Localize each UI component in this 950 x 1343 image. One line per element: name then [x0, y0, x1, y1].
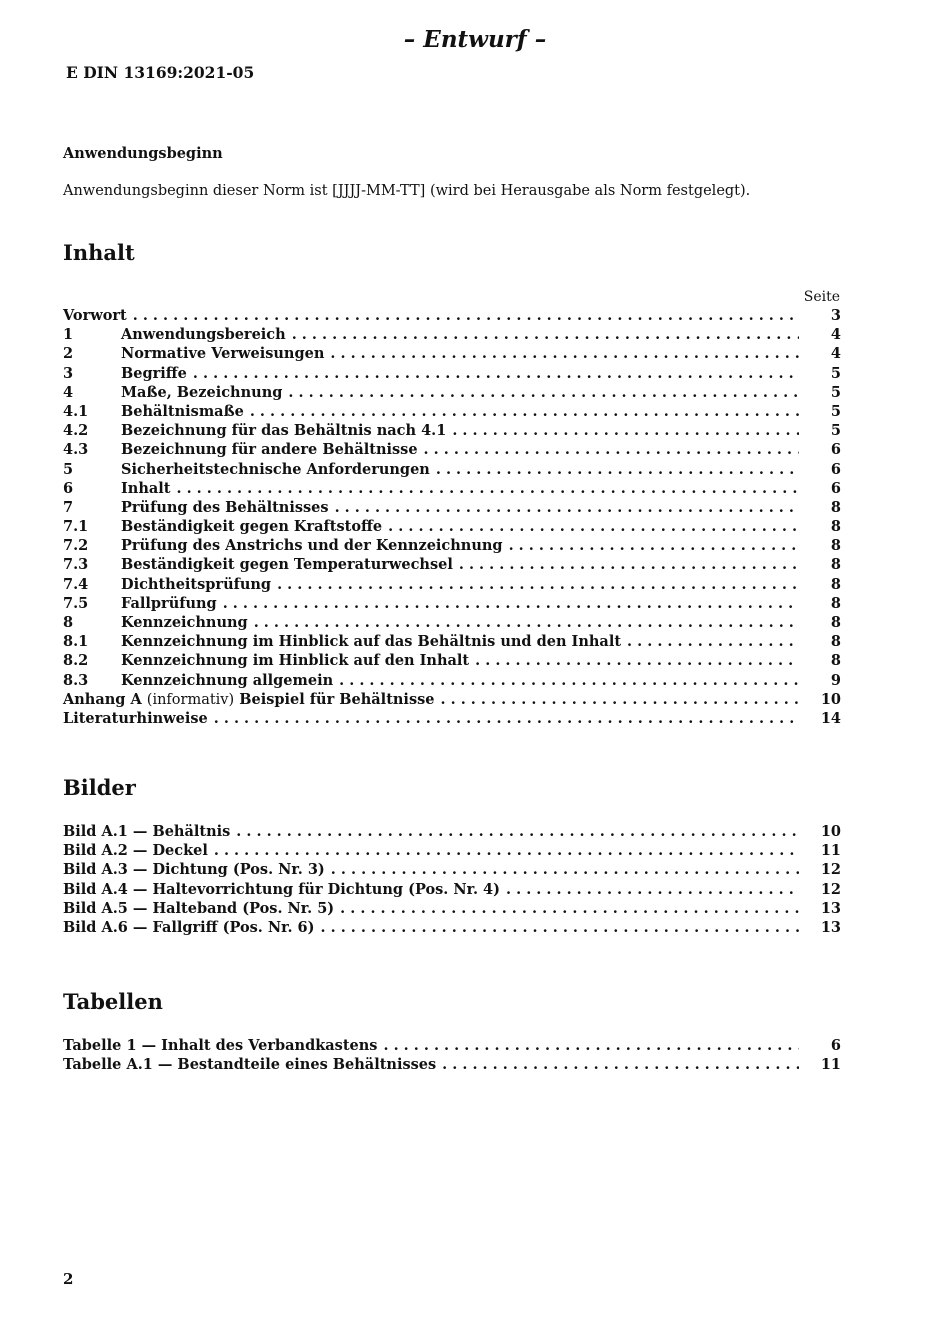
draft-watermark: – Entwurf –	[403, 26, 547, 53]
toc-entry-number: 4.2	[63, 422, 89, 440]
toc-leader-dots	[214, 710, 799, 727]
tabellen-heading: Tabellen	[63, 989, 163, 1014]
toc-entry[interactable]	[63, 614, 841, 633]
toc-entry-number: 7.1	[63, 518, 89, 536]
toc-leader-dots	[442, 1056, 799, 1073]
figure-entry-title: Bild A.6 — Fallgriff (Pos. Nr. 6)	[63, 918, 315, 936]
toc-entry-page: 4	[830, 345, 841, 363]
annex-note: (informativ)	[146, 691, 235, 708]
toc-leader-dots	[176, 480, 799, 497]
toc-leader-dots	[223, 595, 799, 612]
toc-leader-dots	[321, 919, 799, 936]
toc-entry-page: 3	[830, 307, 841, 324]
toc-entry[interactable]	[63, 441, 841, 460]
annex-title: Beispiel für Behältnisse	[239, 690, 435, 708]
toc-entry-page: 5	[830, 402, 841, 420]
toc-entry-number: 3	[63, 364, 74, 382]
toc-entry-title: Maße, Bezeichnung	[121, 383, 283, 401]
seite-label: Seite	[803, 289, 840, 305]
toc-leader-dots	[506, 881, 799, 898]
toc-entry-page: 6	[830, 460, 841, 478]
toc-entry-page: 14	[820, 709, 841, 727]
toc-entry[interactable]	[63, 422, 841, 441]
toc-entry-title: Anwendungsbereich	[121, 326, 286, 344]
toc-entry-page: 8	[830, 575, 841, 593]
toc-leader-dots	[335, 499, 799, 516]
toc-leader-dots	[340, 900, 799, 917]
toc-entry-number: 6	[63, 479, 74, 497]
table-entry-page: 11	[820, 1056, 841, 1074]
toc-entry-number: 8.3	[63, 671, 89, 689]
toc-leader-dots	[383, 1037, 799, 1054]
toc-entry[interactable]	[63, 556, 841, 575]
toc-leader-dots	[388, 518, 799, 535]
toc-entry-page: 5	[830, 364, 841, 382]
toc-entry[interactable]	[63, 576, 841, 595]
figure-entry-page: 12	[820, 880, 841, 898]
toc-leader-dots	[133, 307, 799, 324]
toc-entry-page: 5	[830, 422, 841, 440]
toc-entry[interactable]	[63, 919, 841, 938]
tabellen-toc	[63, 1037, 841, 1075]
toc-entry-page: 8	[830, 594, 841, 612]
toc-entry-number: 7.5	[63, 594, 89, 612]
toc-entry-number: 4	[63, 383, 74, 401]
toc-leader-dots	[277, 576, 799, 593]
toc-entry-page: 8	[830, 518, 841, 536]
anwendungsbeginn-text: Anwendungsbeginn dieser Norm ist [JJJJ-MM-TT] (wird bei Herausgabe als Norm festgelegt).	[63, 183, 751, 199]
figure-entry-title: Bild A.5 — Halteband (Pos. Nr. 5)	[63, 899, 335, 917]
toc-leader-dots	[441, 691, 800, 708]
page-number: 2	[63, 1270, 74, 1288]
toc-entry[interactable]	[63, 691, 841, 710]
bilder-heading: Bilder	[63, 775, 136, 800]
toc-entry[interactable]	[63, 537, 841, 556]
toc-entry-title: Literaturhinweise	[63, 709, 208, 727]
document-id: E DIN 13169:2021-05	[66, 63, 255, 82]
toc-entry-page: 6	[830, 441, 841, 459]
toc-entry[interactable]	[63, 881, 841, 900]
toc-entry[interactable]	[63, 518, 841, 537]
toc-entry-title: Beständigkeit gegen Temperaturwechsel	[121, 556, 453, 574]
toc-entry-page: 4	[830, 326, 841, 344]
toc-leader-dots	[288, 384, 799, 401]
toc-entry-page: 5	[830, 383, 841, 401]
toc-entry-number: 8.1	[63, 633, 89, 651]
toc-entry[interactable]	[63, 652, 841, 671]
toc-entry[interactable]	[63, 842, 841, 861]
toc-entry-title: Kennzeichnung im Hinblick auf den Inhalt	[121, 652, 470, 670]
figure-entry-page: 10	[820, 823, 841, 840]
toc-leader-dots	[436, 461, 799, 478]
toc-entry-number: 8	[63, 614, 74, 631]
figure-entry-title: Bild A.4 — Haltevorrichtung für Dichtung (Pos. Nr. 4)	[63, 880, 500, 898]
toc-leader-dots	[292, 326, 799, 343]
toc-entry-number: 1	[63, 326, 74, 344]
toc-entry-number: 4.1	[63, 402, 89, 420]
toc-entry[interactable]	[63, 823, 841, 842]
annex-prefix: Anhang A	[63, 690, 142, 708]
toc-leader-dots	[331, 861, 799, 878]
toc-leader-dots	[236, 823, 799, 840]
toc-leader-dots	[452, 422, 799, 439]
toc-entry-page: 9	[830, 671, 841, 689]
toc-entry[interactable]	[63, 403, 841, 422]
inhalt-toc	[63, 307, 841, 729]
toc-leader-dots	[459, 556, 799, 573]
toc-entry-title: Sicherheitstechnische Anforderungen	[121, 460, 430, 478]
toc-entry-number: 8.2	[63, 652, 89, 670]
toc-entry-page: 8	[830, 498, 841, 516]
toc-entry[interactable]	[63, 595, 841, 614]
toc-entry[interactable]	[63, 365, 841, 384]
figure-entry-title: Bild A.3 — Dichtung (Pos. Nr. 3)	[63, 861, 325, 879]
figure-entry-page: 13	[820, 918, 841, 936]
toc-entry[interactable]	[63, 633, 841, 652]
toc-leader-dots	[214, 842, 799, 859]
toc-leader-dots	[509, 537, 799, 554]
toc-entry-title: Prüfung des Anstrichs und der Kennzeichnung	[121, 537, 503, 555]
toc-leader-dots	[330, 345, 799, 362]
table-entry-title: Tabelle A.1 — Bestandteile eines Behältnisses	[63, 1056, 437, 1074]
toc-entry-title: Kennzeichnung im Hinblick auf das Behältnis und den Inhalt	[121, 633, 622, 651]
figure-entry-page: 13	[820, 899, 841, 917]
toc-entry-number: 7.3	[63, 556, 89, 574]
toc-leader-dots	[424, 441, 799, 458]
toc-entry[interactable]	[63, 499, 841, 518]
anwendungsbeginn-heading: Anwendungsbeginn	[63, 145, 223, 162]
toc-entry-page: 10	[820, 690, 841, 708]
toc-entry-title: Kennzeichnung allgemein	[121, 671, 334, 689]
bilder-toc	[63, 823, 841, 938]
toc-entry[interactable]	[63, 345, 841, 364]
toc-leader-dots	[193, 365, 799, 382]
toc-entry[interactable]	[63, 1037, 841, 1056]
toc-entry-page: 8	[830, 633, 841, 651]
toc-entry-title	[63, 691, 435, 708]
toc-entry-number: 2	[63, 345, 74, 363]
toc-entry[interactable]	[63, 1056, 841, 1075]
toc-entry[interactable]	[63, 461, 841, 480]
toc-entry-title: Begriffe	[121, 364, 187, 382]
table-entry-page: 6	[830, 1037, 841, 1054]
toc-leader-dots	[627, 633, 799, 650]
inhalt-heading: Inhalt	[63, 240, 135, 265]
toc-entry[interactable]	[63, 384, 841, 403]
figure-entry-page: 12	[820, 861, 841, 879]
toc-entry[interactable]	[63, 326, 841, 345]
toc-entry[interactable]	[63, 672, 841, 691]
toc-entry-page: 8	[830, 614, 841, 631]
toc-entry-title: Vorwort	[63, 307, 127, 324]
toc-leader-dots	[250, 403, 799, 420]
toc-entry-page: 8	[830, 652, 841, 670]
toc-entry-title: Kennzeichnung	[121, 614, 248, 631]
toc-entry-title: Fallprüfung	[121, 594, 217, 612]
toc-entry-title: Beständigkeit gegen Kraftstoffe	[121, 518, 383, 536]
toc-entry-number: 7.4	[63, 575, 89, 593]
toc-entry-number: 5	[63, 460, 74, 478]
toc-entry-number: 7.2	[63, 537, 89, 555]
toc-leader-dots	[254, 614, 799, 631]
toc-entry-title: Inhalt	[121, 479, 171, 497]
toc-entry-title: Bezeichnung für andere Behältnisse	[121, 441, 418, 459]
toc-entry-number: 4.3	[63, 441, 89, 459]
toc-entry-page: 6	[830, 479, 841, 497]
toc-entry-number: 7	[63, 498, 74, 516]
toc-entry[interactable]	[63, 710, 841, 729]
toc-entry-title: Bezeichnung für das Behältnis nach 4.1	[121, 422, 447, 440]
toc-entry[interactable]	[63, 307, 841, 326]
toc-leader-dots	[339, 672, 799, 689]
toc-entry-title: Prüfung des Behältnisses	[121, 498, 329, 516]
toc-leader-dots	[475, 652, 799, 669]
toc-entry[interactable]	[63, 900, 841, 919]
toc-entry-page: 8	[830, 556, 841, 574]
table-entry-title: Tabelle 1 — Inhalt des Verbandkastens	[63, 1037, 378, 1054]
toc-entry-title: Normative Verweisungen	[121, 345, 325, 363]
toc-entry[interactable]	[63, 861, 841, 880]
toc-entry[interactable]	[63, 480, 841, 499]
figure-entry-title: Bild A.1 — Behältnis	[63, 823, 231, 840]
figure-entry-page: 11	[820, 842, 841, 860]
toc-entry-title: Dichtheitsprüfung	[121, 575, 272, 593]
toc-entry-page: 8	[830, 537, 841, 555]
toc-entry-title: Behältnismaße	[121, 402, 244, 420]
figure-entry-title: Bild A.2 — Deckel	[63, 842, 208, 860]
